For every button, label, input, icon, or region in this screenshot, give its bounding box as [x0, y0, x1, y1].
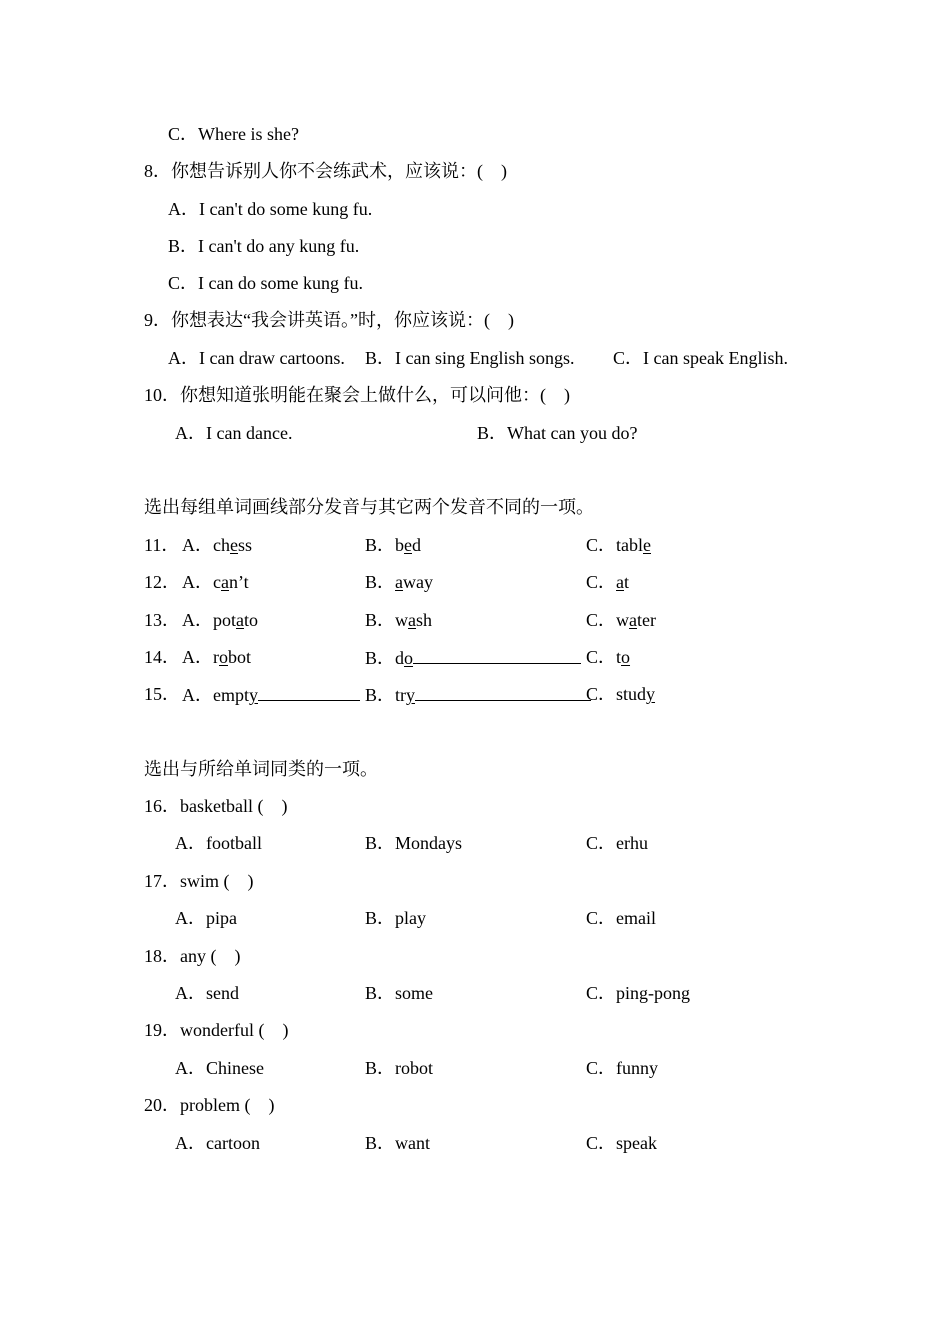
q8-option-a: A．I can't do some kung fu. — [168, 199, 373, 219]
q18-option-b: B．some — [365, 983, 434, 1003]
q14-option-c: C．to — [586, 647, 631, 667]
q16-stem: 16．basketball ( ) — [144, 796, 288, 816]
q9-stem: 9．你想表达“我会讲英语。”时，你应该说：( ) — [144, 310, 514, 330]
q9-option-b: B．I can sing English songs. — [365, 348, 575, 368]
q20-option-a: A．cartoon — [175, 1133, 260, 1153]
q19-option-b: B．robot — [365, 1058, 434, 1078]
q15-option-a: A．empty — [182, 682, 360, 707]
section-pronunciation-title: 选出每组单词画线部分发音与其它两个发音不同的一项。 — [144, 497, 594, 517]
q11-option-c: C．table — [586, 535, 651, 555]
q16-option-a: A．football — [175, 833, 262, 853]
q8-stem: 8．你想告诉别人你不会练武术，应该说：( ) — [144, 161, 507, 181]
q9-option-c: C．I can speak English. — [613, 348, 788, 368]
q19-stem: 19．wonderful ( ) — [144, 1020, 289, 1040]
q17-option-c: C．email — [586, 908, 656, 928]
q13-number: 13． — [144, 610, 180, 630]
q13-option-c: C．water — [586, 610, 656, 630]
q10-stem: 10．你想知道张明能在聚会上做什么，可以问他：( ) — [144, 385, 570, 405]
q15-option-b: B．try — [365, 682, 591, 707]
q20-option-b: B．want — [365, 1133, 430, 1153]
q16-option-b: B．Mondays — [365, 833, 463, 853]
q19-option-c: C．funny — [586, 1058, 658, 1078]
q12-option-c: C．at — [586, 572, 630, 592]
underline-blank — [413, 645, 581, 664]
q11-option-a: A．chess — [182, 535, 253, 555]
q7-option-c: C．Where is she? — [168, 124, 299, 144]
q20-stem: 20．problem ( ) — [144, 1095, 275, 1115]
q15-option-c: C．study — [586, 684, 656, 704]
q10-option-b: B．What can you do? — [477, 423, 638, 443]
q18-option-c: C．ping-pong — [586, 983, 691, 1003]
q10-option-a: A．I can dance. — [175, 423, 293, 443]
underline-blank — [415, 682, 591, 701]
q11-number: 11． — [144, 535, 180, 555]
q13-option-a: A．potato — [182, 610, 259, 630]
q13-option-b: B．wash — [365, 610, 433, 630]
q18-option-a: A．send — [175, 983, 239, 1003]
q8-option-b: B．I can't do any kung fu. — [168, 236, 360, 256]
q14-option-b: B．do — [365, 645, 581, 670]
q15-number: 15． — [144, 684, 180, 704]
q19-option-a: A．Chinese — [175, 1058, 264, 1078]
q12-option-a: A．can’t — [182, 572, 249, 592]
q14-option-a: A．robot — [182, 647, 252, 667]
q11-option-b: B．bed — [365, 535, 422, 555]
q12-option-b: B．away — [365, 572, 434, 592]
q16-option-c: C．erhu — [586, 833, 648, 853]
q18-stem: 18．any ( ) — [144, 946, 241, 966]
q17-option-a: A．pipa — [175, 908, 237, 928]
underline-blank — [258, 682, 360, 701]
q9-option-a: A．I can draw cartoons. — [168, 348, 345, 368]
section-category-title: 选出与所给单词同类的一项。 — [144, 759, 378, 779]
q8-option-c: C．I can do some kung fu. — [168, 273, 363, 293]
q14-number: 14． — [144, 647, 180, 667]
q20-option-c: C．speak — [586, 1133, 657, 1153]
q17-stem: 17．swim ( ) — [144, 871, 254, 891]
q17-option-b: B．play — [365, 908, 426, 928]
q12-number: 12． — [144, 572, 180, 592]
